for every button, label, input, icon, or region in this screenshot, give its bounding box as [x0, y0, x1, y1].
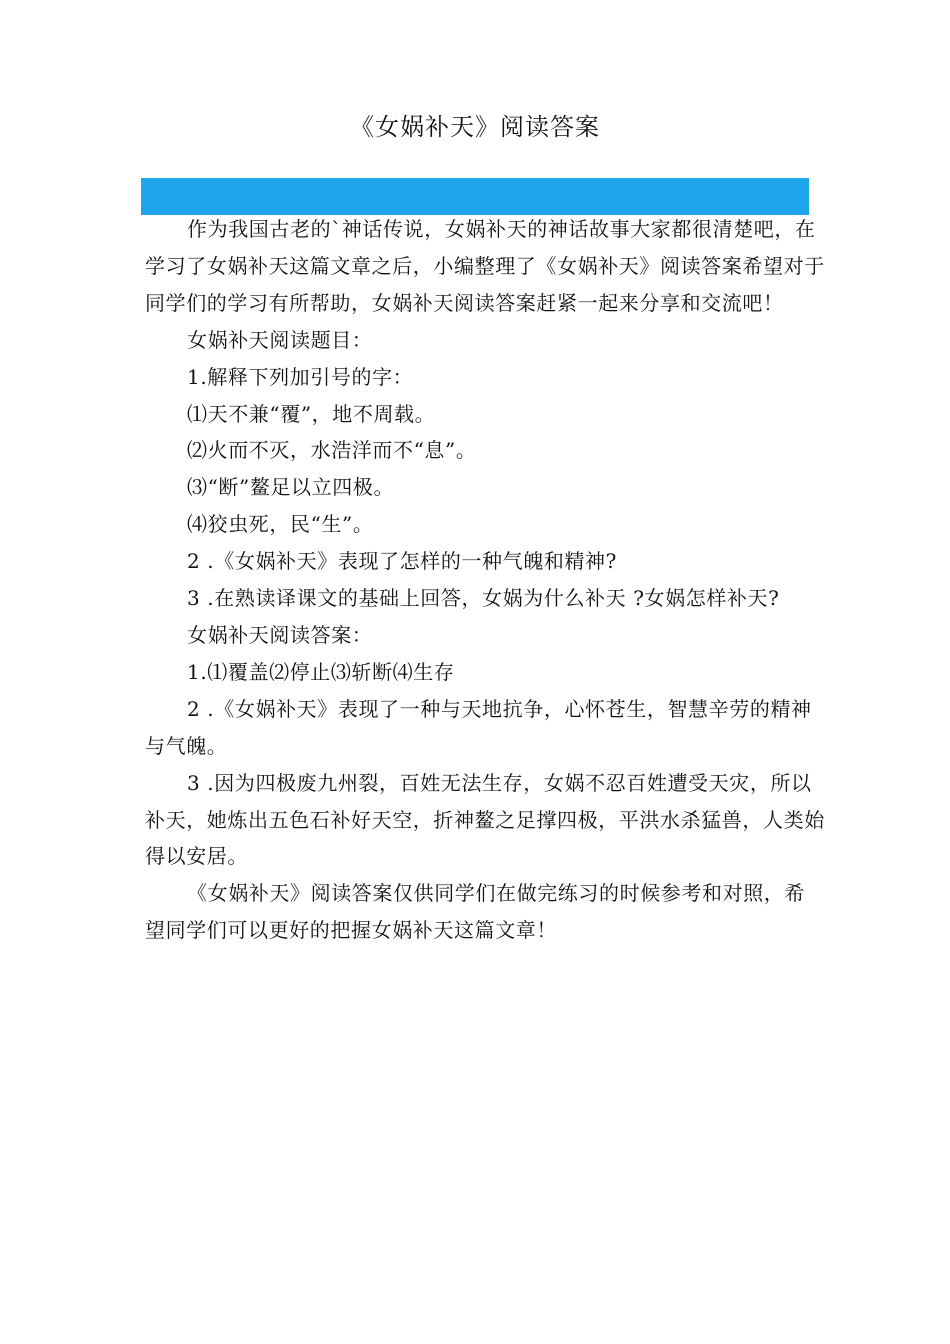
document-title: 《女娲补天》阅读答案	[350, 113, 600, 141]
answer-1: 1.⑴覆盖⑵停止⑶斩断⑷生存	[187, 659, 455, 684]
answer-2: 2 .《女娲补天》表现了一种与天地抗争，心怀苍生，智慧辛劳的精神与气魄。	[145, 696, 812, 758]
question-1: 1.解释下列加引号的字：	[187, 364, 414, 389]
article-body	[145, 211, 825, 949]
question-1-item-4: ⑷狡虫死，民“生”。	[187, 512, 374, 537]
question-1-item-2: ⑵火而不灭，水浩洋而不“息”。	[187, 438, 477, 463]
answers-heading: 女娲补天阅读答案：	[187, 622, 373, 647]
closing-paragraph: 《女娲补天》阅读答案仅供同学们在做完练习的时候参考和对照，希望同学们可以更好的把握女娲补天这篇文章！	[145, 881, 805, 943]
answer-3: 3 .因为四极废九州裂，百姓无法生存，女娲不忍百姓遭受天灾，所以补天，她炼出五色石补好天空，折神鳌之足撑四极，平洪水杀猛兽，人类始得以安居。	[145, 770, 825, 869]
questions-heading: 女娲补天阅读题目：	[187, 327, 373, 352]
question-1-item-3: ⑶“断”鳌足以立四极。	[187, 475, 395, 500]
blue-banner	[141, 178, 809, 215]
question-3: 3 .在熟读译课文的基础上回答，女娲为什么补天 ?女娲怎样补天?	[187, 586, 780, 611]
intro-paragraph: 作为我国古老的`神话传说，女娲补天的神话故事大家都很清楚吧，在学习了女娲补天这篇文章之后，小编整理了《女娲补天》阅读答案希望对于同学们的学习有所帮助，女娲补天阅读答案赶紧一起来分享和交流吧！	[145, 217, 825, 315]
question-2: 2 .《女娲补天》表现了怎样的一种气魄和精神?	[187, 549, 617, 574]
question-1-item-1: ⑴天不兼“覆”，地不周载。	[187, 401, 436, 426]
